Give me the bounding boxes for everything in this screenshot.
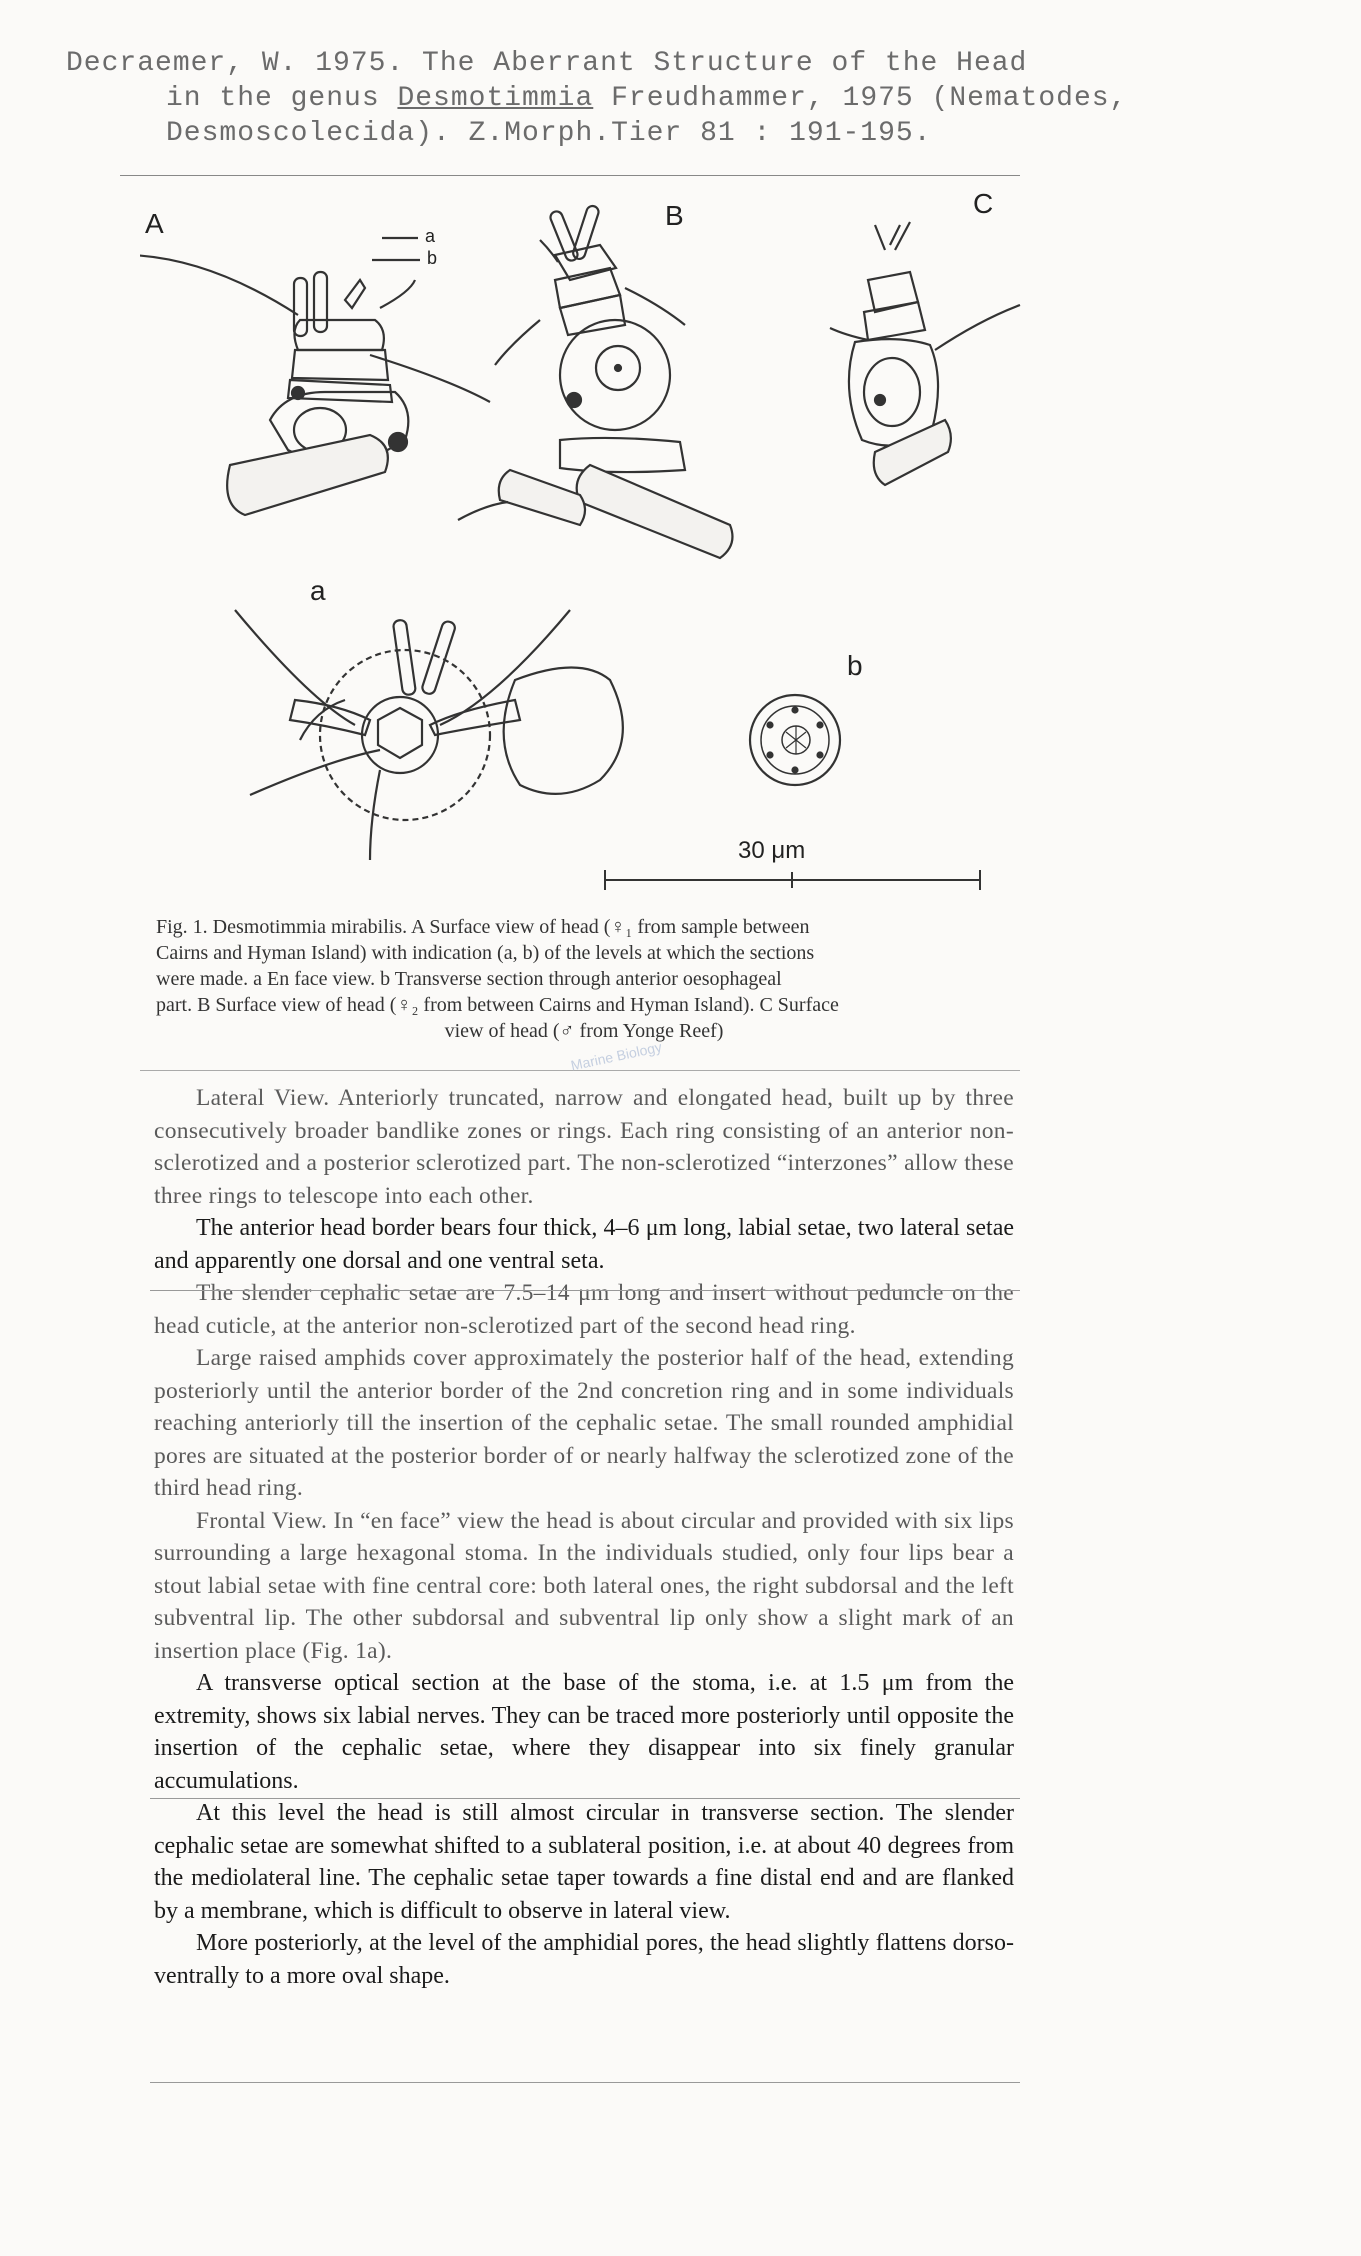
citation-line-1: Decraemer, W. 1975. The Aberrant Structure of the Head [66, 48, 1028, 79]
caption-line-2: Cairns and Hyman Island) with indication (a, b) of the levels at which the sections [156, 942, 815, 964]
citation [66, 46, 1316, 151]
genus-name: Desmotimmia [397, 83, 594, 114]
drawing-en-face [235, 610, 623, 860]
drawing-c-head [830, 222, 1020, 485]
scale-label: 30 μm [738, 837, 806, 864]
body-text [154, 1082, 1014, 1992]
citation-line-2-pre: in the genus [166, 83, 398, 114]
paragraph-frontal-view: Frontal View. In “en face” view the head is about circular and provided with six lips surrounding a large hexagonal stoma. In the individuals studied, only four lips bear a stout labial setae with fine central core: both lateral ones, the right subdorsal and the left subventral lip. The other subdorsal and subventral lip only show a slight mark of an insertion place (Fig. 1a). [154, 1507, 1014, 1664]
text-rule-2 [150, 1798, 1020, 1799]
paragraph-oval-shape: More posteriorly, at the level of the amphidial pores, the head slightly flattens dorso-ventrally to a more oval shape. [154, 1930, 1014, 1989]
paragraph-circular-level: At this level the head is still almost circular in transverse section. The slender cephalic setae are somewhat shifted to a sublateral position, i.e. at about 40 degrees from the mediolateral line. The cephalic setae taper towards a fine distal end and are flanked by a membrane, which is difficult to observe in lateral view. [154, 1800, 1014, 1924]
label-a-lower: a [310, 575, 326, 606]
caption-line-1: Fig. 1. Desmotimmia mirabilis. A Surface view of head (♀₁ from sample between [156, 916, 810, 938]
paragraph-labial-setae: The anterior head border bears four thick, 4–6 μm long, labial setae, two lateral setae and apparently one dorsal and one ventral seta. [154, 1215, 1014, 1274]
paragraph-amphids: Large raised amphids cover approximately the posterior half of the head, extending posteriorly until the anterior border of the 2nd concretion ring and in some individuals reaching anteriorly till the insertion of the cephalic setae. The small rounded amphidial pores are situated at the posterior border of or nearly halfway the sclerotized zone of the third head ring. [154, 1345, 1014, 1501]
citation-line-2 [66, 81, 1316, 116]
caption-line-5: view of head (♂ from Yonge Reef) [444, 1020, 724, 1042]
drawing-a-head [140, 238, 490, 515]
paragraph-transverse-section: A transverse optical section at the base of the stoma, i.e. at 1.5 μm from the extremity, shows six labial nerves. They can be traced more posteriorly until opposite the insertion of the cephalic setae, where they disappear into six finely granular accumulations. [154, 1670, 1014, 1794]
citation-line-2-post: Freudhammer, 1975 (Nematodes, [593, 83, 1128, 114]
paragraph-lateral-view: Lateral View. Anteriorly truncated, narrow and elongated head, built up by three consecutively broader bandlike zones or rings. Each ring consisting of an anterior non-sclerotized and a posterior sclerotized part. The non-sclerotized “interzones” allow these three rings to telescope into each other. [154, 1085, 1014, 1209]
label-b-upper: B [665, 200, 684, 231]
caption-line-4: part. B Surface view of head (♀₂ from between Cairns and Hyman Island). C Surface [156, 994, 839, 1016]
caption-line-3: were made. a En face view. b Transverse section through anterior oesophageal [156, 968, 782, 990]
text-rule-1 [150, 1290, 1020, 1291]
drawing-b-head [458, 204, 732, 558]
marker-b: b [427, 248, 438, 268]
label-b-lower: b [847, 650, 863, 681]
figure-caption [156, 914, 1012, 1044]
header-rule [120, 175, 1020, 176]
watermark: Marine Biology [569, 1038, 664, 1074]
label-c-upper: C [973, 188, 994, 219]
drawing-transverse-section [750, 695, 840, 785]
text-rule-3 [150, 2082, 1020, 2083]
figure-drawing [140, 180, 1040, 900]
paragraph-cephalic-setae: The slender cephalic setae are 7.5–14 μm long and insert without peduncle on the head cuticle, at the anterior non-sclerotized part of the second head ring. [154, 1280, 1014, 1339]
scale-bar [605, 870, 980, 890]
marker-a: a [425, 226, 436, 246]
label-a-upper: A [145, 208, 164, 239]
figure-1 [140, 180, 1040, 900]
citation-line-3: Desmoscolecida). Z.Morph.Tier 81 : 191-195. [166, 118, 932, 149]
